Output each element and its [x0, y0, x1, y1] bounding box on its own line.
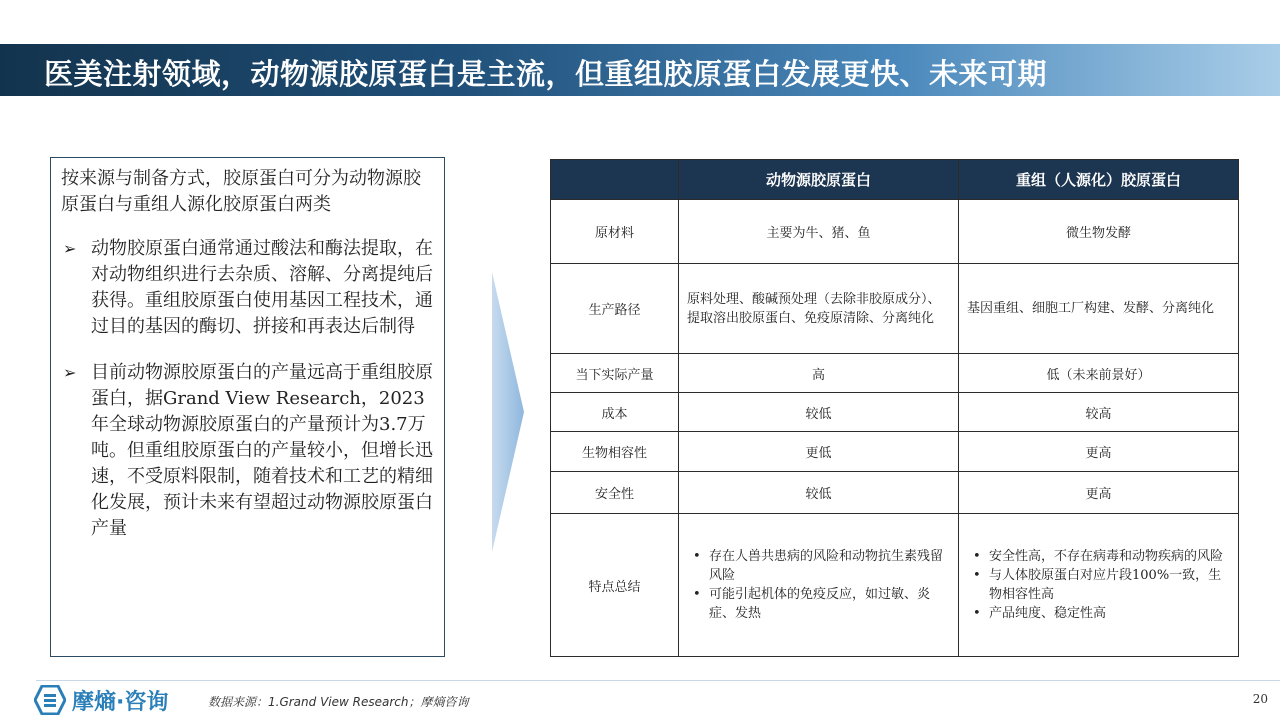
cell-recombinant: 更高: [959, 472, 1239, 514]
table-row: [551, 200, 1239, 264]
title-bar: [0, 44, 1280, 96]
arrow-bullet-icon: ➢: [63, 239, 77, 258]
footer-divider: [36, 680, 1280, 681]
row-label: 生产路径: [551, 264, 679, 354]
cell-animal: 较低: [679, 393, 959, 432]
table-row: [551, 432, 1239, 472]
cell-animal: 较低: [679, 472, 959, 514]
list-item: • 可能引起机体的免疫反应，如过敏、炎症、发热: [693, 585, 950, 623]
table-row: [551, 393, 1239, 432]
cell-animal: 主要为牛、猪、鱼: [679, 200, 959, 264]
list-item: • 与人体胶原蛋白对应片段100%一致，生物相容性高: [973, 566, 1230, 604]
cell-animal: 更低: [679, 432, 959, 472]
arrow-bullet-icon: ➢: [63, 363, 77, 382]
header-recombinant-collagen: 重组（人源化）胶原蛋白: [959, 160, 1239, 200]
table-row: [551, 354, 1239, 393]
cell-animal: 高: [679, 354, 959, 393]
brand-logo: [34, 684, 168, 716]
header-animal-collagen: 动物源胶原蛋白: [679, 160, 959, 200]
cell-animal: [679, 514, 959, 657]
bullet-text: 目前动物源胶原蛋白的产量远高于重组胶原蛋白，据Grand View Research，2023年全球动物源胶原蛋白的产量预计为3.7万吨。但重组胶原蛋白的产量较小，但增长迅速，不受原料限制，随着技术和工艺的精细化发展，预计未来有望超过动物源胶原蛋白产量: [91, 362, 433, 539]
list-item: • 存在人兽共患病的风险和动物抗生素残留风险: [693, 547, 950, 585]
summary-text-panel: [50, 157, 445, 657]
feature-list: [967, 547, 1230, 623]
list-item: • 产品纯度、稳定性高: [973, 604, 1230, 623]
list-item: • 安全性高，不存在病毒和动物疾病的风险: [973, 547, 1230, 566]
logo-text: 摩熵·咨询: [72, 689, 169, 715]
intro-text: 按来源与制备方式，胶原蛋白可分为动物源胶原蛋白与重组人源化胶原蛋白两类: [61, 168, 421, 215]
table-row: [551, 514, 1239, 657]
comparison-table: [550, 159, 1238, 656]
cell-recombinant: [959, 514, 1239, 657]
row-label: 成本: [551, 393, 679, 432]
feature-list: [687, 547, 950, 623]
page-number: 20: [1252, 692, 1268, 706]
header-cell-empty: [551, 160, 679, 200]
page-title: 医美注射领域，动物源胶原蛋白是主流，但重组胶原蛋白发展更快、未来可期: [44, 57, 1048, 91]
cell-recombinant: 基因重组、细胞工厂构建、发酵、分离纯化: [959, 264, 1239, 354]
data-source-note: 数据来源：1.Grand View Research；摩熵咨询: [208, 695, 469, 709]
cell-recombinant: 低（未来前景好）: [959, 354, 1239, 393]
row-label: 特点总结: [551, 514, 679, 657]
table-header-row: [551, 160, 1239, 200]
table-row: [551, 264, 1239, 354]
cell-recombinant: 微生物发酵: [959, 200, 1239, 264]
row-label: 生物相容性: [551, 432, 679, 472]
row-label: 当下实际产量: [551, 354, 679, 393]
bullet-item: [61, 236, 434, 340]
hexagon-logo-icon: [34, 685, 66, 715]
cell-animal: 原料处理、酸碱预处理（去除非胶原成分）、提取溶出胶原蛋白、免疫原清除、分离纯化: [679, 264, 959, 354]
bullet-text: 动物胶原蛋白通常通过酸法和酶法提取，在对动物组织进行去杂质、溶解、分离提纯后获得。重组胶原蛋白使用基因工程技术，通过目的基因的酶切、拼接和再表达后制得: [91, 238, 433, 337]
bullet-item: [61, 360, 434, 542]
chevron-right-icon: [488, 272, 528, 552]
cell-recombinant: 更高: [959, 432, 1239, 472]
row-label: 原材料: [551, 200, 679, 264]
cell-recombinant: 较高: [959, 393, 1239, 432]
table-row: [551, 472, 1239, 514]
row-label: 安全性: [551, 472, 679, 514]
